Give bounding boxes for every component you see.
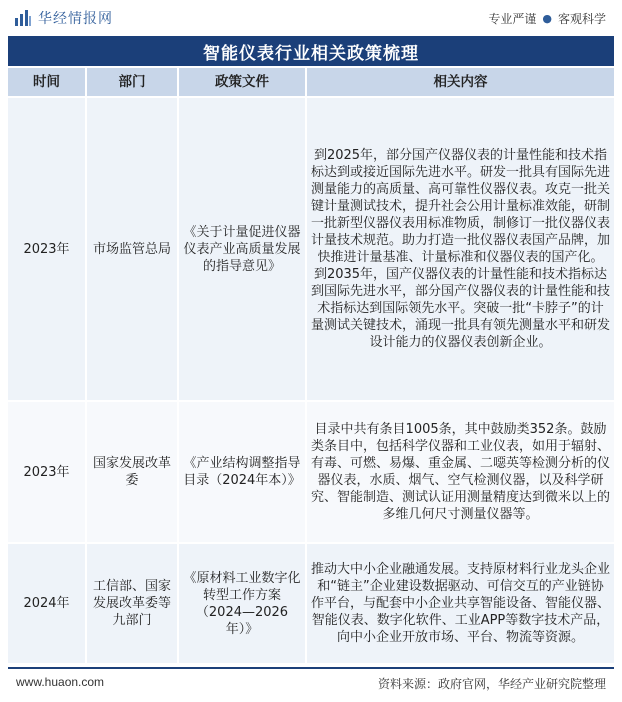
content-paragraph: 到2025年，部分国产仪器仪表的计量性能和技术指标达到或接近国际先进水平。研发一批具有国际先进测量能力的高质量、高可靠性仪器仪表。攻克一批关键计量测试技术，提升社会公用计量标准效能，研制一批新型仪器仪表用标准物质，制修订一批仪器仪表计量技术规范。助力打造一批仪器仪表国产品牌，加快推进计量基准、计量标准和仪器仪表的国产化。: [311, 148, 611, 265]
cell-doc: 《产业结构调整指导目录（2024年本）》: [178, 401, 306, 543]
cell-doc: 《关于计量促进仪器仪表产业高质量发展的指导意见》: [178, 97, 306, 401]
slogan-left: 专业严谨: [488, 12, 537, 26]
slogan-separator: ●: [542, 12, 552, 25]
brand-name: 华经情报网: [38, 11, 113, 27]
page-title: 智能仪表行业相关政策梳理: [8, 36, 614, 66]
table-row: [8, 97, 614, 401]
cell-content: [306, 543, 614, 663]
brand-logo[interactable]: [14, 9, 113, 27]
table-header-row: [8, 68, 614, 97]
column-header-doc: 政策文件: [178, 68, 306, 97]
cell-doc: 《原材料工业数字化转型工作方案（2024—2026年）》: [178, 543, 306, 663]
cell-content: [306, 401, 614, 543]
cell-content: [306, 97, 614, 401]
footer-divider: [8, 667, 614, 669]
cell-time: 2024年: [8, 543, 86, 663]
content-paragraph: 目录中共有条目1005条，其中鼓励类352条。鼓励类条目中，包括科学仪器和工业仪表，如用于辐射、有毒、可燃、易爆、重金属、二噁英等检测分析的仪器仪表，水质、烟气、空气检测仪器，以及科学研究、智能制造、测试认证用测量精度达到微米以上的多维几何尺寸测量仪器等。: [311, 422, 611, 522]
footer-source: 资料来源：政府官网，华经产业研究院整理: [377, 677, 606, 691]
cell-time: 2023年: [8, 97, 86, 401]
footer-url-link[interactable]: www.huaon.com: [16, 675, 105, 689]
brand-logo-icon: [14, 9, 32, 27]
table-row: [8, 401, 614, 543]
column-header-dept: 部门: [86, 68, 178, 97]
slogan-right: 客观科学: [557, 12, 606, 26]
cell-dept: 工信部、国家发展改革委等九部门: [86, 543, 178, 663]
content-paragraph: 推动大中小企业融通发展。支持原材料行业龙头企业和“链主”企业建设数据驱动、可信交互的产业链协作平台，与配套中小企业共享智能设备、智能仪器、智能仪表、数字化软件、工业APP等数字技术产品，向中小企业开放市场、平台、物流等资源。: [311, 562, 611, 645]
slogan: [488, 10, 606, 27]
column-header-content: 相关内容: [306, 68, 614, 97]
table-row: [8, 543, 614, 663]
column-header-time: 时间: [8, 68, 86, 97]
cell-dept: 市场监管总局: [86, 97, 178, 401]
policy-table: [8, 68, 614, 663]
content-paragraph: 到2035年，国产仪器仪表的计量性能和技术指标达到国际先进水平，部分国产仪器仪表的计量性能和技术指标达到国际领先水平。突破一批“卡脖子”的计量测试关键技术，涌现一批具有领先测量水平和研发设计能力的仪器仪表创新企业。: [311, 267, 611, 350]
top-bar: [0, 0, 622, 36]
cell-dept: 国家发展改革委: [86, 401, 178, 543]
cell-time: 2023年: [8, 401, 86, 543]
